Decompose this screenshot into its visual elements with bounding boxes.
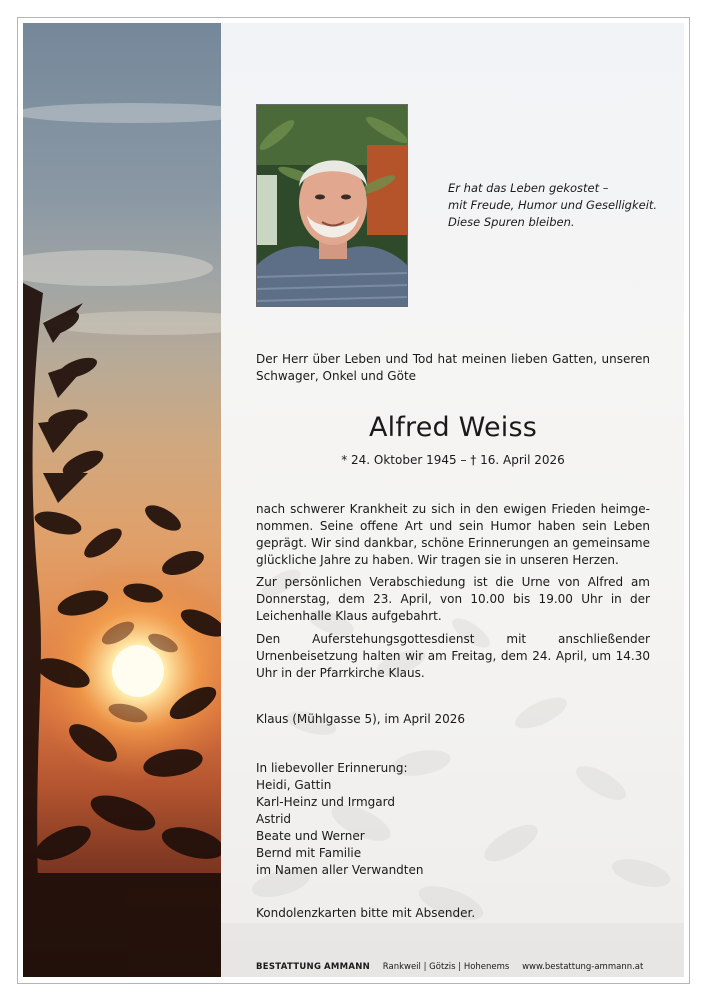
mourners-list: [256, 760, 650, 879]
mourner: im Namen aller Verwandten: [256, 863, 424, 877]
paragraph-service: Den Auferstehungsgottesdienst mit anschließender Urnenbeisetzung halten wir am Freitag, dem 24. April, um 14.30 Uhr in der Pfarrkirche Klaus.: [256, 632, 650, 680]
place-date: Klaus (Mühlgasse 5), im April 2026: [256, 712, 466, 726]
paragraph-passing: nach schwerer Krankheit zu sich in den ewigen Frieden heimgenommen. Seine offene Art und sein Humor haben sein Leben geprägt. Wir sind dankbar, schöne Erinnerungen an gemeinsame glückliche Jahre zu haben. Wir tragen sie in unseren Herzen.: [256, 502, 650, 567]
condolence-note: Kondolenzkarten bitte mit Absender.: [256, 906, 476, 920]
mourner: Beate und Werner: [256, 829, 365, 843]
intro-text: Der Herr über Leben und Tod hat meinen lieben Gatten, unseren Schwager, Onkel und Göte: [256, 352, 650, 383]
life-dates: * 24. Oktober 1945 – † 16. April 2026: [341, 453, 565, 467]
quote: [448, 180, 673, 231]
mourner: Heidi, Gattin: [256, 778, 332, 792]
mourner: Karl-Heinz und Irmgard: [256, 795, 395, 809]
sunset-leaves-icon: [23, 23, 221, 977]
paragraph-farewell: Zur persönlichen Verabschiedung ist die Urne von Alfred am Donnerstag, dem 23. April, von 10.00 bis 19.00 Uhr in der Leichenhalle Klaus aufgebahrt.: [256, 575, 650, 623]
sunset-photo-panel: [23, 23, 221, 977]
mourners-heading: In liebevoller Erinnerung:: [256, 761, 408, 775]
footer: [256, 961, 666, 973]
quote-line: Diese Spuren bleiben.: [448, 215, 575, 229]
mourner: Bernd mit Familie: [256, 846, 362, 860]
footer-brand-2: AMMANN: [323, 962, 371, 972]
mourner: Astrid: [256, 812, 292, 826]
quote-line: Er hat das Leben gekostet –: [448, 181, 609, 195]
footer-locations: Rankweil | Götzis | Hohenems: [382, 962, 510, 972]
portrait-photo: [256, 104, 408, 307]
deceased-name: Alfred Weiss: [368, 412, 538, 443]
footer-brand-1: BESTATTUNG: [256, 962, 322, 972]
portrait-photo-icon: [257, 105, 407, 306]
footer-website[interactable]: www.bestattung-ammann.at: [522, 962, 644, 972]
quote-line: mit Freude, Humor und Geselligkeit.: [448, 198, 658, 212]
